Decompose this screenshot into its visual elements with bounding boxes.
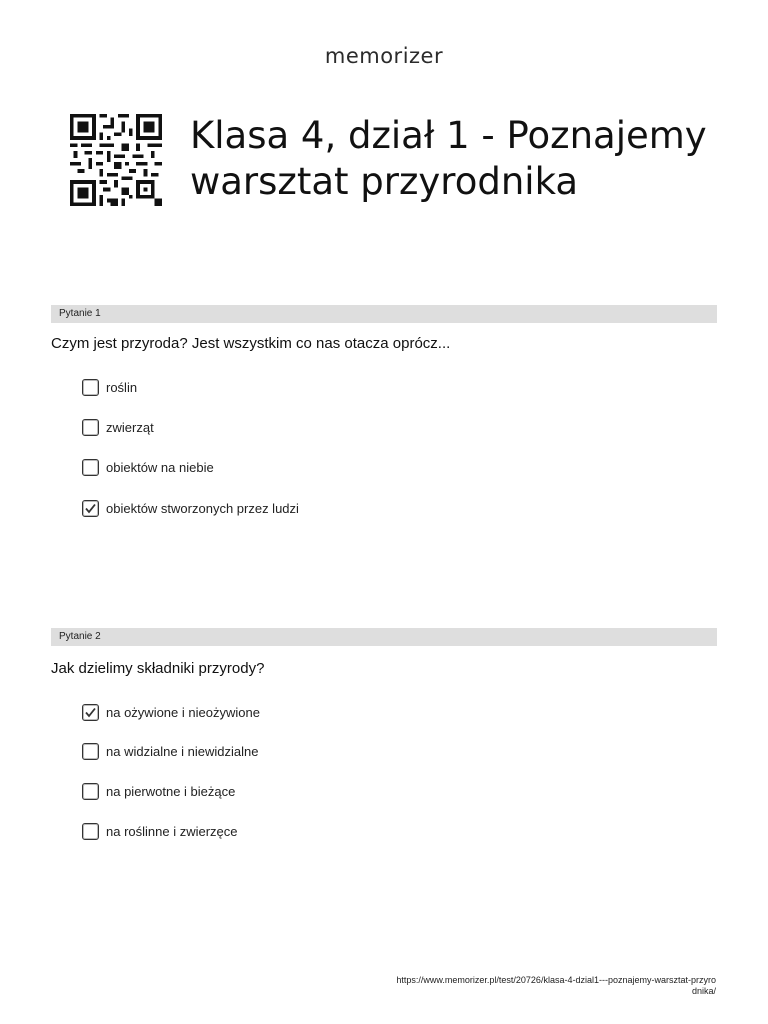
page-title: Klasa 4, dział 1 - Poznajemy warsztat przyrodnika: [190, 114, 707, 203]
option-q2-3[interactable]: [82, 781, 235, 801]
source-url[interactable]: https://www.memorizer.pl/test/20726/klasa-4-dzial1---poznajemy-warsztat-przyrodnika/: [396, 975, 716, 996]
checkbox-unchecked-icon[interactable]: [82, 419, 99, 436]
question-label-1: Pytanie 1: [51, 305, 717, 323]
option-label: zwierząt: [106, 419, 154, 435]
option-q2-4[interactable]: [82, 821, 238, 841]
question-label-2: Pytanie 2: [51, 628, 717, 646]
option-label: roślin: [106, 379, 138, 395]
checkbox-unchecked-icon[interactable]: [82, 379, 99, 396]
option-q1-1[interactable]: [82, 377, 137, 397]
qr-code-icon: [68, 114, 164, 206]
checkbox-unchecked-icon[interactable]: [82, 743, 99, 760]
checkbox-checked-icon[interactable]: [82, 500, 99, 517]
checkbox-checked-icon[interactable]: [82, 704, 99, 721]
option-q1-3[interactable]: [82, 457, 214, 477]
checkbox-unchecked-icon[interactable]: [82, 783, 99, 800]
option-label: na roślinne i zwierzęce: [106, 823, 238, 839]
option-label: na pierwotne i bieżące: [106, 783, 236, 799]
memorizer-logo: memorizer: [324, 44, 444, 68]
option-q2-1[interactable]: [82, 702, 260, 722]
checkbox-unchecked-icon[interactable]: [82, 459, 99, 476]
option-label: obiektów stworzonych przez ludzi: [106, 500, 299, 516]
option-label: na ożywione i nieożywione: [106, 704, 260, 720]
option-q2-2[interactable]: [82, 741, 258, 761]
option-q1-4[interactable]: [82, 498, 299, 518]
option-q1-2[interactable]: [82, 417, 154, 437]
question-text-2: Jak dzielimy składniki przyrody?: [51, 660, 265, 677]
question-text-1: Czym jest przyroda? Jest wszystkim co nas otacza oprócz...: [51, 335, 451, 352]
option-label: obiektów na niebie: [106, 459, 214, 475]
checkbox-unchecked-icon[interactable]: [82, 823, 99, 840]
option-label: na widzialne i niewidzialne: [106, 743, 259, 759]
